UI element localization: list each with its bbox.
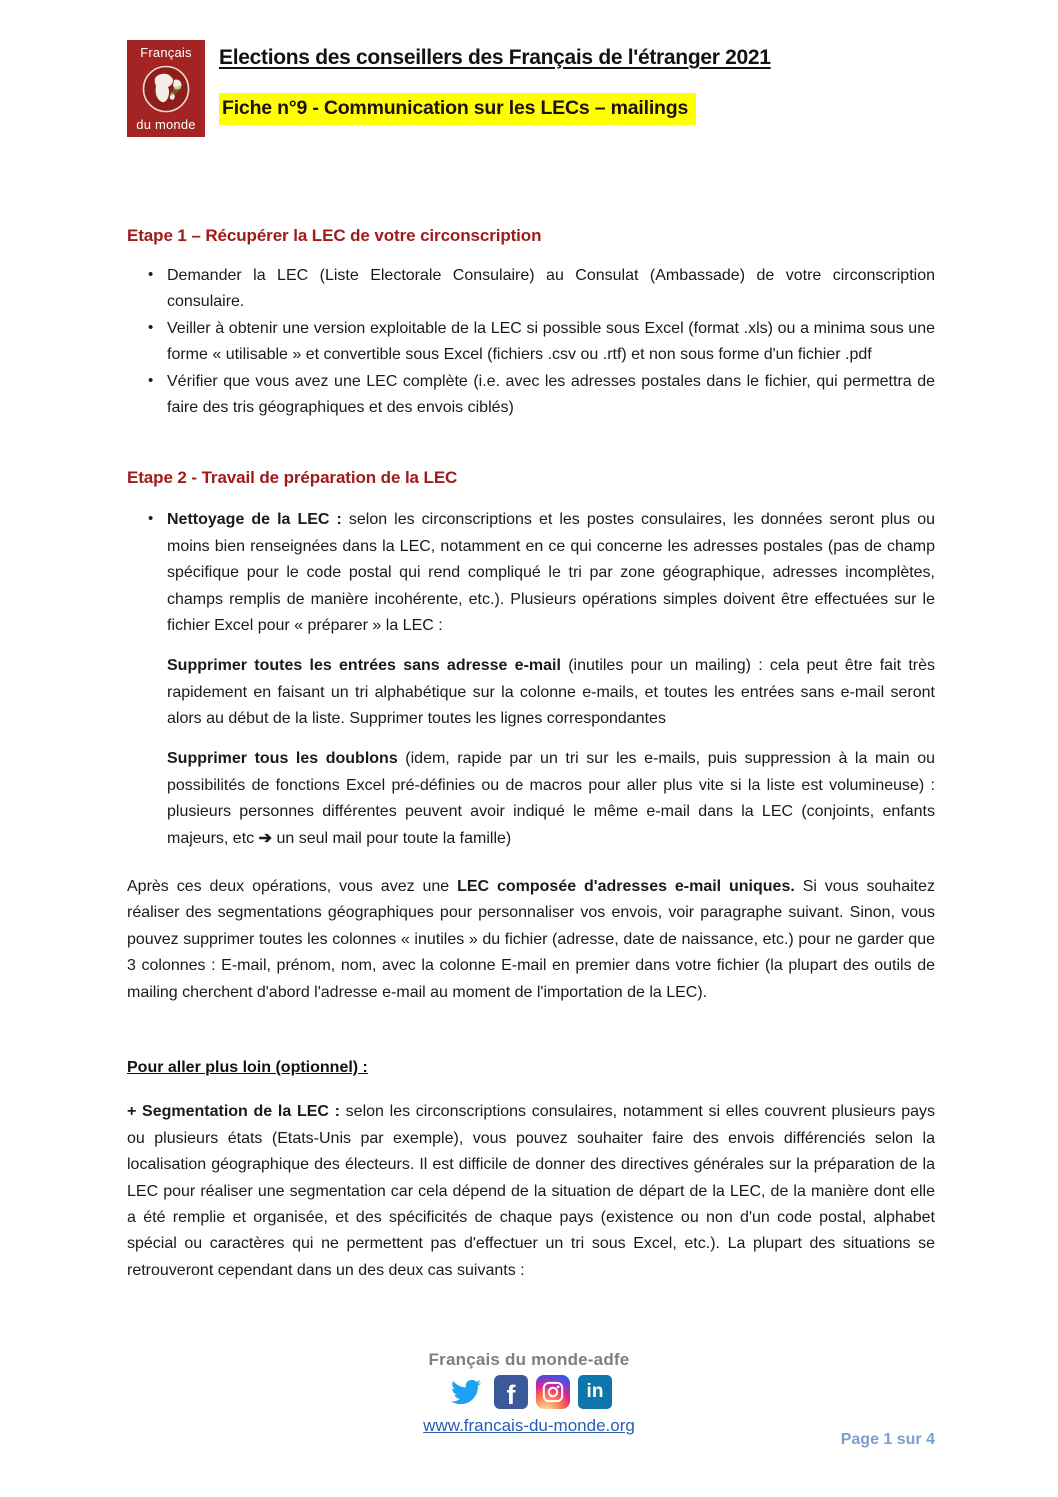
website-link[interactable]: www.francais-du-monde.org [423, 1416, 635, 1435]
optional-heading-label: Pour aller plus loin (optionnel) : [127, 1058, 368, 1076]
paragraph-apres-operations: Après ces deux opérations, vous avez une LEC composée d'adresses e-mail uniques. Si vous souhaitez réaliser des segmentations géographiques pour personnaliser vos envois, voir paragraphe suivant. Sinon, vous pouvez supprimer toutes les colonnes « inutiles » du fichier (adresse, date de naissance, etc.) pour ne garder que 3 colonnes : E-mail, prénom, nom, avec la colonne E-mail en premier dans votre fichier (la plupart des outils de mailing cherchent d'abord l'adresse e-mail au moment de l'importation de la LEC). [127, 878, 935, 1001]
paragraph-supprimer-doublons: Supprimer tous les doublons (idem, rapide par un tri sur les e-mails, puis suppression à la main ou possibilités de fonctions Excel pré-définies ou de macros pour aller plus vite si la liste est volumineuse) : plusieurs personnes différentes peuvent avoir indiqué le même e-mail dans la LEC (conjoints, enfants majeurs, etc ➔ un seul mail pour toute la famille) [167, 750, 935, 847]
social-icons-row [446, 1375, 612, 1409]
etape1-bullet-list [127, 263, 935, 421]
linkedin-icon[interactable] [578, 1375, 612, 1409]
twitter-icon[interactable] [446, 1375, 486, 1409]
logo-globe-label: adfe [168, 83, 184, 98]
logo-text-bottom: du monde [136, 117, 196, 132]
bullet-item [127, 507, 935, 639]
etape2-heading: Etape 2 - Travail de préparation de la LEC [127, 468, 458, 488]
globe-icon [141, 64, 191, 114]
paragraph-segmentation: + Segmentation de la LEC : selon les circonscriptions consulaires, notamment si elles couvrent plusieurs pays ou plusieurs états (Etats-Unis par exemple), vous pouvez souhaiter faire des envois différenciés selon la localisation géographique des électeurs. Il est difficile de donner des directives générales sur la préparation de la LEC pour réaliser une segmentation car cela dépend de la situation de départ de la LEC, de la manière dont elle a été remplie et organisée, et des spécificités de chaque pays (existence ou non d'un code postal, alphabet spécial ou caractères qui ne permettent pas d'effectuer un tri sous Excel, etc.). La plupart des situations se retrouveront cependant dans un des deux cas suivants : [127, 1103, 936, 1279]
francais-du-monde-logo [127, 40, 205, 137]
logo-text-top: Français [140, 45, 192, 60]
bullet-text: Vérifier que vous avez une LEC complète (i.e. avec les adresses postales dans le fichier, qui permettra de faire des tris géographiques et des envois ciblés) [167, 372, 935, 416]
bullet-text: Nettoyage de la LEC : selon les circonscriptions et les postes consulaires, les données seront plus ou moins bien renseignées dans la LEC, notamment en ce qui concerne les adresses postales (pas de champ spécifique pour le code postal qui rend compliqué le tri par zone géographique, adresses incomplètes, champs remplis de manière incohérente, etc.). Plusieurs opérations simples doivent être effectuées sur le fichier Excel pour « préparer » la LEC : [167, 511, 935, 634]
bullet-text: Demander la LEC (Liste Electorale Consulaire) au Consulat (Ambassade) de votre circonscription consulaire. [167, 267, 935, 311]
facebook-icon[interactable] [494, 1375, 528, 1409]
document-title: Elections des conseillers des Français de l'étranger 2021 [219, 46, 771, 69]
bullet-icon: • [148, 510, 154, 528]
bullet-item [127, 316, 935, 369]
bullet-icon: • [148, 266, 154, 283]
bullet-item [127, 369, 935, 422]
optional-section-heading [127, 1055, 935, 1081]
document-header [127, 40, 935, 137]
etape2-bullet-list [127, 507, 935, 639]
bullet-icon: • [148, 371, 154, 389]
document-footer [0, 1350, 1058, 1436]
facebook-glyph: f [506, 1380, 516, 1409]
bullet-icon: • [148, 318, 154, 336]
etape1-heading: Etape 1 – Récupérer la LEC de votre circonscription [127, 226, 542, 245]
bullet-text: Veiller à obtenir une version exploitable de la LEC si possible sous Excel (format .xls) ou a minima sous une forme « utilisable » et convertible sous Excel (fichiers .csv ou .rtf) et non sous forme d'un fichier .pdf [167, 319, 935, 364]
footer-brand: Français du monde-adfe [428, 1350, 630, 1369]
linkedin-glyph: in [586, 1381, 604, 1402]
paragraph-supprimer-entrees: Supprimer toutes les entrées sans adresse e-mail (inutiles pour un mailing) : cela peut être fait très rapidement en faisant un tri alphabétique sur la colonne e-mails, et toutes les entrées sans e-mail seront alors au début de la liste. Supprimer toutes les lignes correspondantes [167, 657, 935, 728]
instagram-icon[interactable] [536, 1375, 570, 1409]
page-number: Page 1 sur 4 [840, 1431, 935, 1448]
document-body [127, 226, 935, 1284]
document-subtitle: Fiche n°9 - Communication sur les LECs – mailings [219, 93, 696, 125]
bullet-item [127, 263, 935, 316]
